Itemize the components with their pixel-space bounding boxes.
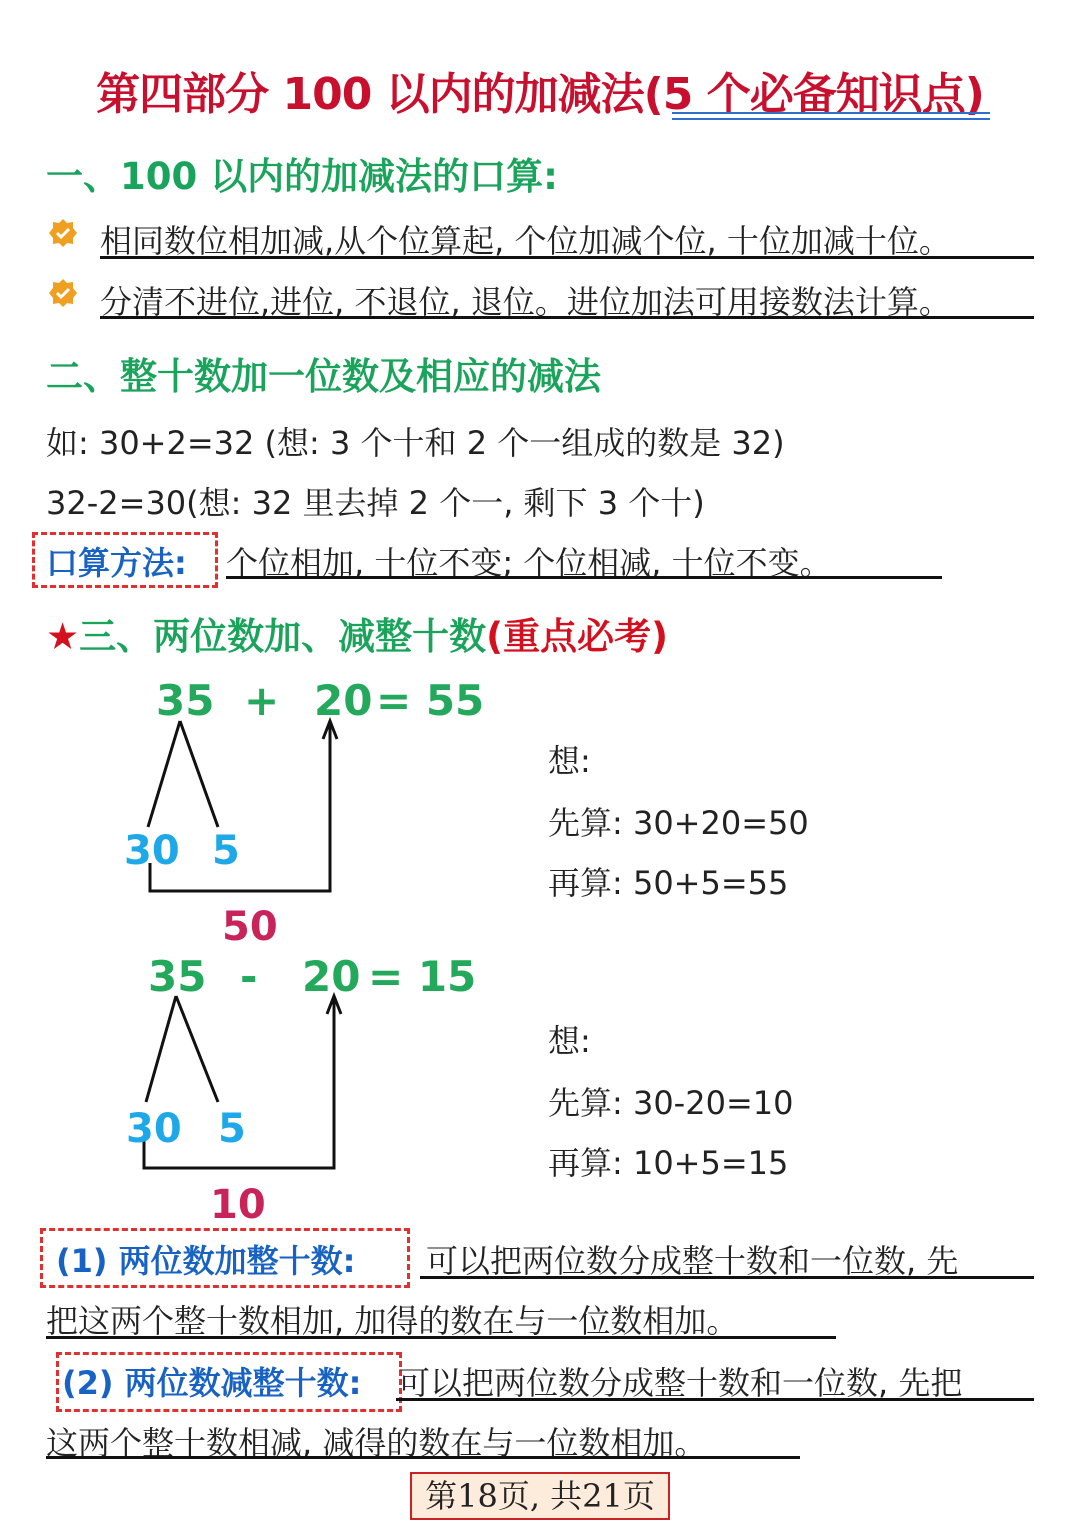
page-number: 第18页, 共21页 [410, 1472, 670, 1520]
sub-operand-a: 35 [148, 952, 207, 1001]
section1-heading: 一、100 以内的加减法的口算: [46, 155, 558, 198]
badge-check-icon [48, 278, 78, 308]
add-partial: 50 [222, 904, 278, 950]
underline [100, 316, 1034, 319]
method-label: 口算方法: [46, 544, 187, 582]
add-result: = 55 [376, 676, 485, 725]
add-step-1: 先算: 30+20=50 [548, 804, 809, 842]
rule2-text-b: 这两个整十数相减, 减得的数在与一位数相加。 [46, 1424, 707, 1462]
sub-think: 想: [548, 1022, 591, 1060]
section3-heading [46, 606, 668, 660]
page-title-text: 第四部分 100 以内的加减法(5 个必备知识点) [96, 69, 984, 120]
method-text: 个位相加, 十位不变; 个位相减, 十位不变。 [226, 544, 832, 582]
section1-point-2: 分清不进位,进位, 不退位, 退位。进位加法可用接数法计算。 [100, 283, 951, 321]
underline [100, 256, 1034, 259]
sub-operator: - [240, 952, 258, 1001]
underline [46, 1456, 800, 1459]
underline [396, 1398, 1034, 1401]
add-operand-a: 35 [156, 676, 215, 725]
sub-tens: 30 [126, 1106, 182, 1152]
section2-heading: 二、整十数加一位数及相应的减法 [46, 355, 601, 398]
sub-operand-b: 20 [302, 952, 361, 1001]
add-tens: 30 [124, 828, 180, 874]
star-icon: ★ [46, 615, 80, 658]
page-title [0, 58, 1080, 122]
sub-step-2: 再算: 10+5=15 [548, 1144, 789, 1182]
rule2-text-a: 可以把两位数分成整十数和一位数, 先把 [398, 1364, 963, 1402]
title-underline [672, 112, 990, 120]
badge-check-icon [48, 218, 78, 248]
sub-result: = 15 [368, 952, 477, 1001]
add-operand-b: 20 [314, 676, 373, 725]
add-operator: + [244, 676, 280, 725]
add-step-2: 再算: 50+5=55 [548, 864, 789, 902]
rule1-text-b: 把这两个整十数相加, 加得的数在与一位数相加。 [46, 1302, 739, 1340]
rule2-label: (2) 两位数减整十数: [62, 1364, 362, 1402]
section2-example-2: 32-2=30(想: 32 里去掉 2 个一, 剩下 3 个十) [46, 484, 705, 522]
sub-partial: 10 [210, 1182, 266, 1228]
underline [226, 576, 942, 579]
section2-example-1: 如: 30+2=32 (想: 3 个十和 2 个一组成的数是 32) [46, 424, 785, 462]
rule1-text-a: 可以把两位数分成整十数和一位数, 先 [426, 1242, 959, 1280]
rule1-label: (1) 两位数加整十数: [56, 1242, 356, 1280]
add-think: 想: [548, 742, 591, 780]
add-ones: 5 [212, 828, 240, 874]
section3-heading-text: 三、两位数加、减整十数 [79, 615, 487, 658]
section1-point-1: 相同数位相加减,从个位算起, 个位加减个位, 十位加减十位。 [100, 222, 951, 260]
underline [46, 1336, 836, 1339]
underline [420, 1276, 1034, 1279]
sub-ones: 5 [218, 1106, 246, 1152]
sub-step-1: 先算: 30-20=10 [548, 1084, 794, 1122]
section3-heading-emphasis: (重点必考) [486, 615, 668, 658]
